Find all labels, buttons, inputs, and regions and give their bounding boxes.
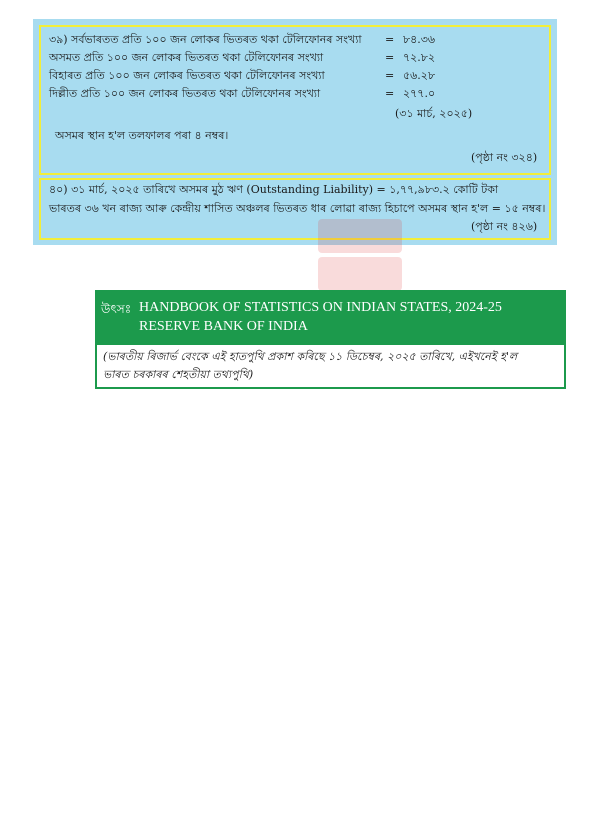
note-box [95, 345, 566, 389]
row-label-bihar: বিহাৰত প্ৰতি ১০০ জন লোকৰ ভিতৰত থকা টেলিফোনৰ সংখ্যা [49, 69, 325, 82]
page-ref: (পৃষ্ঠা নং ৪২৬) [471, 220, 538, 233]
row-label-assam: অসমত প্ৰতি ১০০ জন লোকৰ ভিতৰত থকা টেলিফোনৰ সংখ্যা [49, 51, 324, 64]
row-label-delhi: দিল্লীত প্ৰতি ১০০ জন লোকৰ ভিতৰত থকা টেলিফোনৰ সংখ্যা [49, 87, 321, 100]
row-value: ৫৬.২৮ [403, 69, 436, 82]
row-value: ৮৪.৩৬ [403, 33, 436, 46]
item-39-box [39, 25, 551, 175]
page-ref: (পৃষ্ঠা নং ৩২৪) [471, 151, 538, 164]
source-box [95, 290, 566, 345]
statistics-panel [33, 19, 557, 245]
liability-text: ৪০) ৩১ মাৰ্চ, ২০২৫ তাৰিখে অসমৰ মুঠ ঋণ (Outstanding Liability) = ১,৭৭,৯৮৩.২ কোটি টকা [49, 183, 499, 196]
source-label: উৎসঃ [101, 302, 132, 316]
source-title: HANDBOOK OF STATISTICS ON INDIAN STATES, 2024-25 [139, 300, 502, 315]
row-eq: = [385, 33, 395, 46]
liability-line [49, 183, 498, 197]
row-label-all-india: ৩৯) সৰ্বভাৰতত প্ৰতি ১০০ জন লোকৰ ভিতৰত থকা টেলিফোনৰ সংখ্যা [49, 33, 362, 46]
row-eq: = [385, 51, 395, 64]
rank-line: ভাৰতৰ ৩৬ খন ৰাজ্য আৰু কেন্দ্ৰীয় শাসিত অঞ্চলৰ ভিতৰত ধাৰ লোৱা ৰাজ্য হিচাপে অসমৰ স্থান হ'ল = ১৫ নম্বৰ। [49, 202, 546, 215]
item-40-box [39, 178, 551, 240]
row-value: ৭২.৮২ [403, 51, 436, 64]
date-label: (৩১ মাৰ্চ, ২০২৫) [395, 107, 473, 120]
note-line-1: (ভাৰতীয় ৰিজাৰ্ভ বেংকে এই হাতপুথি প্ৰকাশ কৰিছে ১১ ডিচেম্বৰ, ২০২৫ তাৰিখে, এইখনেই হ'ল [103, 350, 518, 363]
note-line-2: ভাৰত চৰকাৰৰ শেহতীয়া তথ্যপুথি) [103, 368, 254, 381]
row-eq: = [385, 87, 395, 100]
source-publisher: RESERVE BANK OF INDIA [139, 319, 308, 334]
row-value: ২৭৭.০ [403, 87, 436, 100]
newspaper-logo-watermark [310, 215, 410, 295]
rank-text: অসমৰ স্থান হ'ল তলফালৰ পৰা ৪ নম্বৰ। [55, 129, 229, 142]
row-eq: = [385, 69, 395, 82]
